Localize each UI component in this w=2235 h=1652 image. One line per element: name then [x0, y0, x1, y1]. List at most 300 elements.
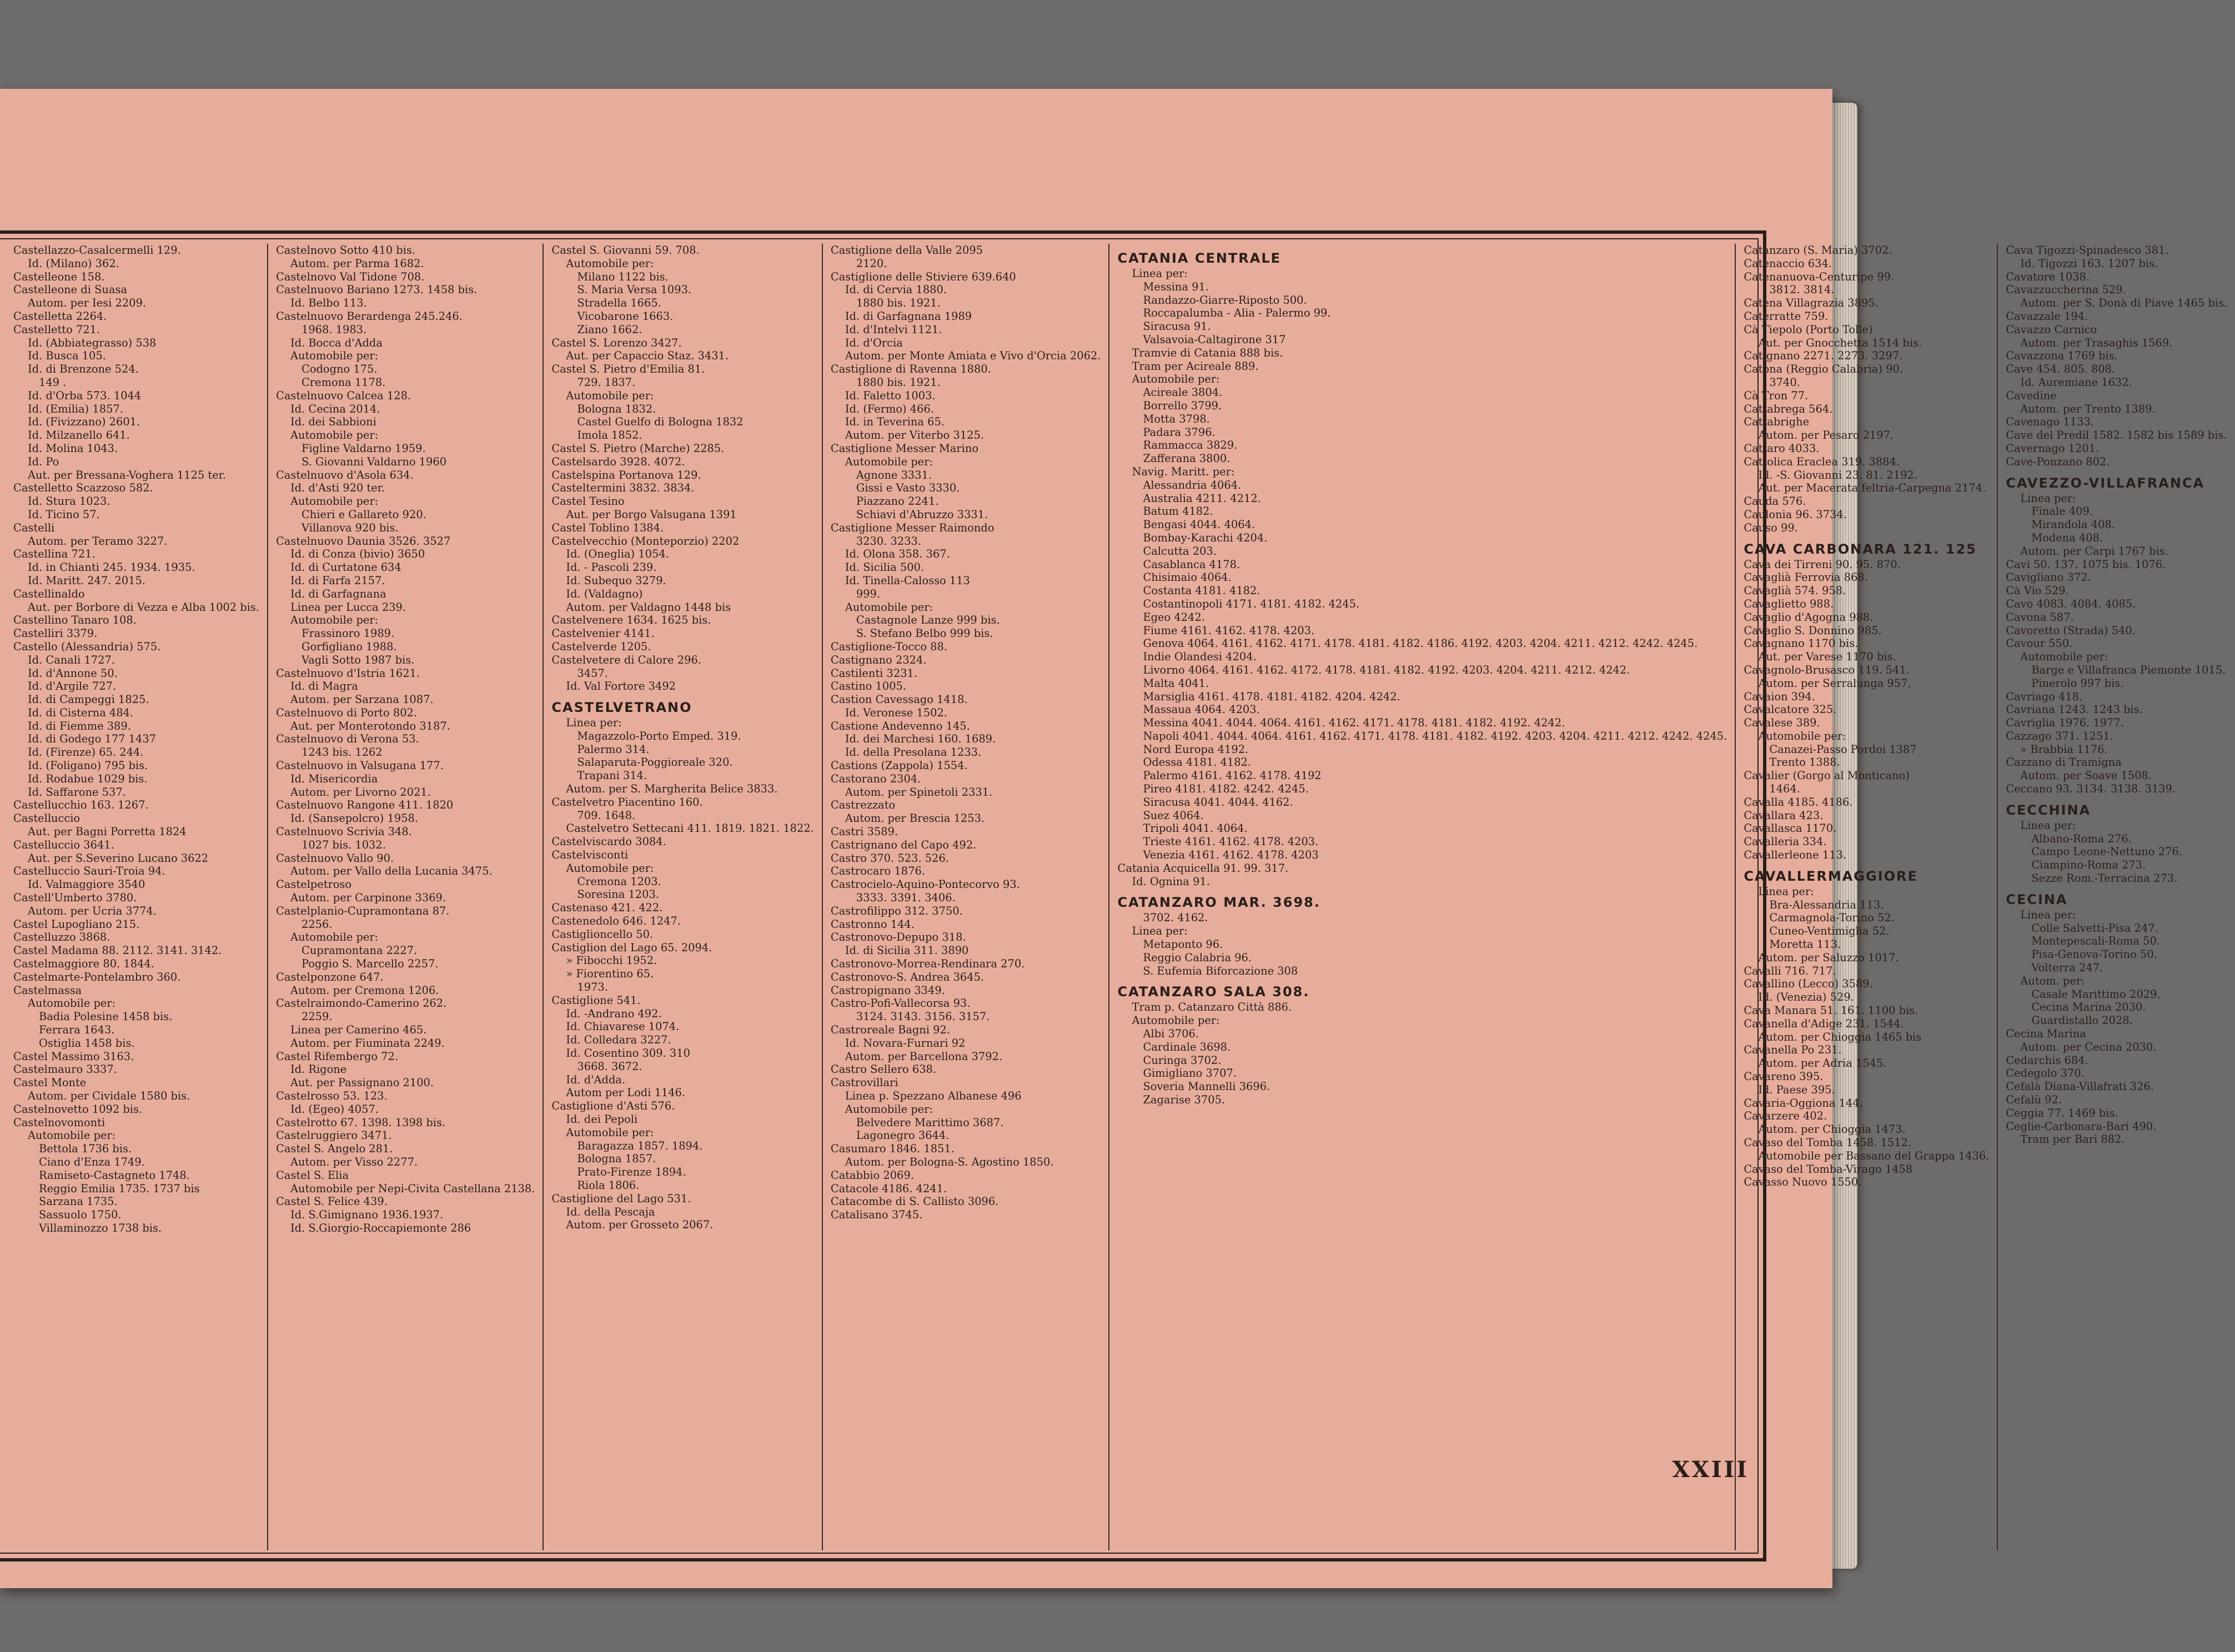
index-entry: Castiglione del Lago 531.: [551, 1192, 691, 1205]
index-entry: Nord Europa 4192.: [1143, 742, 1249, 756]
index-entry: Vagli Sotto 1987 bis.: [301, 653, 415, 666]
index-entry: Caulonia 96. 3734.: [1744, 508, 1847, 521]
index-entry: Cavaion 394.: [1744, 690, 1815, 703]
index-entry: Id. di Garfagnana 1989: [845, 309, 972, 323]
index-entry: 149 .: [39, 375, 67, 389]
index-entry: Castagnole Lanze 999 bis.: [856, 614, 1000, 627]
index-entry: Castrezzato: [830, 799, 896, 812]
index-entry: Barge e Villafranca Piemonte 1015.: [2031, 663, 2226, 676]
index-entry: Gorfigliano 1988.: [301, 640, 397, 653]
index-entry: Castelponzone 647.: [275, 970, 384, 983]
index-entry: Castellinaldo: [13, 587, 85, 600]
index-entry: 2256.: [301, 917, 333, 931]
index-entry: 1880 bis. 1921.: [856, 375, 941, 389]
index-entry: Id. (Venezia) 529.: [1758, 991, 1854, 1004]
index-entry: Cavaglià 574. 958.: [1744, 584, 1846, 597]
index-entry: Villanova 920 bis.: [301, 521, 399, 534]
index-entry: Codogno 175.: [301, 363, 378, 376]
index-entry: Id. Cosentino 309. 310: [566, 1047, 690, 1060]
index-entry: Autom. per Adria 1545.: [1758, 1057, 1887, 1070]
index-entry: Linea per:: [2020, 819, 2076, 832]
index-entry: Cavriago 418.: [2006, 690, 2083, 703]
index-entry: Id. - Pascoli 239.: [566, 561, 657, 574]
index-entry: Castiglione di Ravenna 1880.: [830, 363, 991, 376]
index-entry: Id. di Fiemme 389.: [28, 719, 131, 732]
index-entry: Castelnovomonti: [13, 1116, 106, 1129]
index-entry: Cavallerleone 113.: [1744, 848, 1847, 862]
index-entry: Cà Tiepolo (Porto Tolle): [1744, 323, 1873, 336]
index-entry: Catania Acquicella 91. 99. 317.: [1117, 861, 1289, 875]
index-entry: Calcutta 203.: [1143, 544, 1217, 558]
index-entry: Id. Olona 358. 367.: [845, 548, 950, 561]
index-entry: Automobile per:: [1132, 1014, 1220, 1027]
index-entry: Poggio S. Marcello 2257.: [301, 957, 439, 971]
index-entry: Tram per Acireale 889.: [1132, 359, 1259, 373]
index-entry: Autom. per Pesaro 2197.: [1758, 429, 1894, 442]
index-entry: Id. in Teverina 65.: [845, 415, 945, 429]
index-entry: Cavaso del Tomba-Virago 1458: [1744, 1162, 1913, 1176]
index-entry: Id. Misericordia: [290, 772, 378, 785]
index-entry: Id. d'Intelvi 1121.: [845, 323, 942, 336]
index-entry: Linea per:: [1132, 267, 1188, 280]
index-entry: Autom. per Brescia 1253.: [845, 812, 985, 825]
index-entry: Gimigliano 3707.: [1143, 1067, 1237, 1080]
index-entry: 1027 bis. 1032.: [301, 838, 386, 851]
index-entry: Autom. per Carpi 1767 bis.: [2020, 544, 2169, 558]
index-entry: Casteltermini 3832. 3834.: [551, 481, 695, 495]
index-entry: Agnone 3331.: [856, 468, 932, 481]
index-entry: Castel S. Pietro d'Emilia 81.: [551, 363, 705, 376]
index-entry: Id. Tinella-Calosso 113: [845, 574, 970, 587]
index-entry: Moretta 113.: [1769, 938, 1841, 951]
index-entry: Cavazzale 194.: [2006, 309, 2088, 323]
index-entry: Ziano 1662.: [577, 323, 642, 336]
index-entry: Id. Chiavarese 1074.: [566, 1020, 680, 1033]
index-entry: Linea p. Spezzano Albanese 496: [845, 1089, 1022, 1102]
index-entry: Piazzano 2241.: [856, 495, 939, 508]
index-entry: Automobile per:: [566, 389, 654, 402]
index-entry: Cavernago 1201.: [2006, 441, 2100, 455]
index-entry: Ceglie-Carbonara-Bari 490.: [2006, 1119, 2157, 1133]
index-entry: Castropignano 3349.: [830, 983, 945, 997]
index-entry: Cavanella Po 231.: [1744, 1043, 1842, 1057]
index-entry: Castelli: [13, 521, 55, 534]
index-entry: Pinerolo 997 bis.: [2031, 676, 2124, 690]
index-entry: Autom. per Saluzzo 1017.: [1758, 951, 1899, 964]
index-entry: Automobile per:: [290, 614, 379, 627]
index-entry: Automobile per:: [290, 349, 379, 363]
section-heading: CATANZARO MAR. 3698.: [1117, 895, 1320, 911]
index-entry: Autom. per Teramo 3227.: [28, 534, 168, 548]
index-entry: Mirandola 408.: [2031, 518, 2115, 531]
index-entry: Id. Maritt. 247. 2015.: [28, 574, 146, 587]
index-entry: Id. S.Gimignano 1936.1937.: [290, 1208, 444, 1222]
index-entry: Castellino Tanaro 108.: [13, 614, 137, 627]
index-entry: 1880 bis. 1921.: [856, 297, 941, 310]
index-entry: Automobile per:: [28, 1129, 116, 1142]
index-entry: Id. d'Argile 727.: [28, 680, 117, 693]
index-entry: Schiavi d'Abruzzo 3331.: [856, 508, 988, 521]
index-entry: Gissi e Vasto 3330.: [856, 481, 960, 495]
index-entry: Castroreale Bagni 92.: [830, 1023, 951, 1037]
index-entry: Castelnovo Sotto 410 bis.: [275, 244, 416, 257]
index-entry: Castelnuovo Rangone 411. 1820: [275, 799, 454, 812]
index-entry: Automobile per:: [1758, 729, 1846, 742]
index-entry: Id. dei Pepoli: [566, 1113, 638, 1126]
index-entry: Castilenti 3231.: [830, 666, 918, 680]
index-entry: Cavi 50. 137. 1075 bis. 1076.: [2006, 558, 2166, 571]
index-entry: Castiglione delle Stiviere 639.640: [830, 270, 1016, 283]
section-heading: CECCHINA: [2006, 802, 2091, 818]
index-column-1: [6, 244, 268, 1550]
index-entry: Cattabrega 564.: [1744, 402, 1833, 415]
index-entry: Cedegolo 370.: [2006, 1067, 2085, 1080]
index-entry: S. Giovanni Valdarno 1960: [301, 455, 447, 468]
index-entry: Castelvetro Piacentino 160.: [551, 795, 703, 809]
index-entry: Id. Cecina 2014.: [290, 402, 380, 415]
index-entry: Id. Veronese 1502.: [845, 706, 947, 719]
index-column-2: [268, 244, 544, 1550]
index-entry: Autom. per Visso 2277.: [290, 1155, 418, 1168]
index-entry: Id. Tigozzi 163. 1207 bis.: [2020, 257, 2158, 270]
index-entry: Indie Olandesi 4204.: [1143, 650, 1257, 664]
index-entry: Aut. per Borbore di Vezza e Alba 1002 bis.: [28, 600, 259, 614]
index-entry: Castel Lupogliano 215.: [13, 917, 140, 931]
index-entry: Id. Colledara 3227.: [566, 1033, 671, 1047]
index-entry: Cavazzuccherina 529.: [2006, 283, 2126, 297]
index-entry: 3740.: [1769, 375, 1800, 389]
index-entry: Cavalleria 334.: [1744, 835, 1827, 848]
index-entry: Castrofilippo 312. 3750.: [830, 904, 963, 917]
index-entry: Cavo 4083. 4084. 4085.: [2006, 597, 2136, 610]
index-entry: Castelluccio: [13, 812, 81, 825]
index-entry: Catabbio 2069.: [830, 1168, 914, 1182]
index-entry: Ramiseto-Castagneto 1748.: [39, 1168, 190, 1182]
index-entry: Autom. per S. Donà di Piave 1465 bis.: [2020, 297, 2228, 310]
index-entry: Id. Milzanello 641.: [28, 429, 130, 442]
index-entry: Castiglione d'Asti 576.: [551, 1099, 675, 1113]
index-entry: Castrovillari: [830, 1076, 898, 1089]
index-entry: Zafferana 3800.: [1143, 452, 1230, 465]
index-entry: Cava dei Tirreni 90. 95. 870.: [1744, 558, 1901, 571]
index-entry: Siracusa 91.: [1143, 320, 1211, 333]
index-entry: Id. di Cervia 1880.: [845, 283, 947, 297]
index-entry: Tramvie di Catania 888 bis.: [1132, 346, 1283, 359]
index-entry: Automobile per:: [566, 257, 654, 270]
index-entry: Malta 4041.: [1143, 676, 1209, 690]
index-entry: » Fibocchi 1952.: [566, 954, 657, 967]
index-entry: Castronovo-Morrea-Rendinara 270.: [830, 957, 1025, 971]
index-entry: Volterra 247.: [2031, 961, 2103, 975]
index-entry: Cava Tigozzi-Spinadesco 381.: [2006, 244, 2169, 257]
index-entry: Cavalli 716. 717.: [1744, 964, 1836, 977]
index-entry: Aut. per Borgo Valsugana 1391: [566, 508, 737, 521]
index-entry: Castelnuovo d'Istria 1621.: [275, 666, 420, 680]
index-entry: Castelleone 158.: [13, 270, 105, 283]
index-entry: Linea per:: [2020, 491, 2076, 505]
index-entry: Cavalese 389.: [1744, 716, 1820, 730]
index-entry: Chisimaio 4064.: [1143, 571, 1232, 584]
index-entry: Napoli 4041. 4044. 4064. 4161. 4162. 4171. 4178. 4181. 4182. 4192. 4203. 4204. 4211. 4212. 4242. 4245.: [1143, 729, 1727, 742]
index-entry: Cavareno 395.: [1744, 1070, 1824, 1083]
index-entry: Villaminozzo 1738 bis.: [39, 1221, 162, 1234]
index-entry: Id. di Farfa 2157.: [290, 574, 385, 587]
index-entry: Castelrosso 53. 123.: [275, 1089, 388, 1102]
index-entry: Linea per:: [1132, 925, 1188, 938]
index-entry: Rammacca 3829.: [1143, 439, 1238, 452]
index-entry: Castri 3589.: [830, 825, 898, 838]
index-entry: Colle Salvetti-Pisa 247.: [2031, 921, 2158, 935]
index-entry: Causo 99.: [1744, 521, 1798, 534]
index-entry: Frassinoro 1989.: [301, 627, 395, 640]
index-entry: Autom. per Cividale 1580 bis.: [28, 1089, 190, 1102]
index-entry: Cavalla 4185. 4186.: [1744, 795, 1853, 809]
index-entry: Castelraimondo-Camerino 262.: [275, 997, 447, 1010]
index-entry: Soveria Mannelli 3696.: [1143, 1080, 1270, 1093]
index-entry: Automobile per:: [566, 1126, 654, 1139]
index-entry: Castelnuovo Scrivia 348.: [275, 825, 412, 838]
index-entry: Cavaglietto 988.: [1744, 597, 1834, 610]
index-entry: Id. Belbo 113.: [290, 297, 367, 310]
index-entry: Fiume 4161. 4162. 4178. 4203.: [1143, 624, 1315, 637]
index-entry: Linea per Camerino 465.: [290, 1023, 427, 1037]
index-entry: Sarzana 1735.: [39, 1195, 118, 1208]
index-entry: 1464.: [1769, 782, 1800, 796]
index-entry: Cattabrighe: [1744, 415, 1810, 429]
index-entry: Castino 1005.: [830, 680, 907, 693]
index-entry: Cavaglià Ferrovia 868.: [1744, 571, 1868, 584]
index-column-5: [1109, 244, 1736, 1550]
index-entry: Reggio Calabria 96.: [1143, 951, 1252, 964]
index-entry: Borrello 3799.: [1143, 399, 1222, 412]
index-entry: Castrocielo-Aquino-Pontecorvo 93.: [830, 878, 1020, 891]
index-entry: Cà Tron 77.: [1744, 389, 1809, 402]
index-entry: Id. (Fivizzano) 2601.: [28, 415, 140, 429]
index-entry: Acireale 3804.: [1143, 386, 1223, 399]
index-entry: Castelnuovo di Verona 53.: [275, 732, 419, 746]
index-entry: Roccapalumba - Alia - Palermo 99.: [1143, 307, 1331, 320]
index-entry: Stradella 1665.: [577, 297, 661, 310]
index-entry: Cauda 576.: [1744, 495, 1806, 508]
index-entry: Riola 1806.: [577, 1178, 640, 1192]
index-entry: Castelmassa: [13, 983, 82, 997]
index-entry: Autom. per Soave 1508.: [2020, 769, 2152, 782]
index-entry: 2259.: [301, 1010, 333, 1023]
index-entry: Lagonegro 3644.: [856, 1129, 950, 1142]
index-entry: Id. (Valdagno): [566, 587, 643, 600]
index-entry: Metaponto 96.: [1143, 938, 1223, 951]
index-entry: Castelplanio-Cupramontana 87.: [275, 904, 450, 917]
index-entry: Marsiglia 4161. 4178. 4181. 4182. 4204. 4242.: [1143, 690, 1400, 703]
index-entry: Autom. per Spinetoli 2331.: [845, 785, 993, 799]
index-entry: Castel Guelfo di Bologna 1832: [577, 415, 744, 429]
index-entry: 3124. 3143. 3156. 3157.: [856, 1010, 990, 1023]
index-entry: Autom. per Monte Amiata e Vivo d'Orcia 2062.: [845, 349, 1101, 363]
index-entry: Aut. per Macerata feltria-Carpegna 2174.: [1758, 481, 1986, 495]
index-entry: Tram p. Catanzaro Città 886.: [1132, 1001, 1292, 1014]
index-entry: Campo Leone-Nettuno 276.: [2031, 845, 2182, 858]
index-entry: Cupramontana 2227.: [301, 944, 418, 957]
index-entry: Linea per:: [566, 716, 622, 730]
index-entry: Sassuolo 1750.: [39, 1208, 122, 1222]
index-entry: Magazzolo-Porto Emped. 319.: [577, 729, 741, 742]
index-entry: Cremona 1203.: [577, 875, 661, 888]
index-entry: Castion Cavessago 1418.: [830, 693, 968, 706]
index-entry: Genova 4064. 4161. 4162. 4171. 4178. 4181. 4182. 4186. 4192. 4203. 4204. 4211. 4212. 4242. 4245.: [1143, 637, 1698, 650]
index-column-6: [1736, 244, 1998, 1550]
book-page: [0, 89, 2228, 1588]
index-entry: Tram per Bari 882.: [2020, 1133, 2125, 1146]
index-entry: Autom. per:: [2020, 974, 2085, 987]
index-entry: Montepescali-Roma 50.: [2031, 935, 2161, 948]
index-entry: 3457.: [577, 666, 608, 680]
section-heading: CATANZARO SALA 308.: [1117, 984, 1310, 1000]
index-entry: Cedarchis 684.: [2006, 1053, 2088, 1067]
page-number: XXIII: [1672, 1457, 1749, 1483]
index-entry: Cavagnolo-Brusasco 119. 541.: [1744, 663, 1910, 676]
index-entry: Cavigliano 372.: [2006, 571, 2091, 584]
index-entry: Id. di Magra: [290, 680, 358, 693]
index-entry: Cavaglio S. Donnino 985.: [1744, 624, 1882, 637]
index-entry: Castelliri 3379.: [13, 627, 98, 640]
index-entry: Pireo 4181. 4182. 4242. 4245.: [1143, 782, 1309, 796]
index-entry: Id. dei Sabbioni: [290, 415, 376, 429]
index-entry: 1973.: [577, 981, 608, 994]
index-entry: Castione Andevenno 145.: [830, 719, 970, 732]
index-entry: Albi 3706.: [1143, 1027, 1199, 1041]
index-entry: Aut. per Varese 1170 bis.: [1758, 650, 1896, 664]
index-entry: Id. S.Giorgio-Roccapiemonte 286: [290, 1221, 471, 1234]
index-entry: Castel Massimo 3163.: [13, 1050, 134, 1063]
index-entry: Cecina Marina 2030.: [2031, 1001, 2146, 1014]
index-entry: Id. in Chianti 245. 1934. 1935.: [28, 561, 195, 574]
index-entry: Castelletto Scazzoso 582.: [13, 481, 153, 495]
index-entry: Autom. per Viterbo 3125.: [845, 429, 985, 442]
index-entry: Australia 4211. 4212.: [1143, 491, 1261, 505]
index-entry: Castelmauro 3337.: [13, 1063, 117, 1076]
index-entry: Castel Rifembergo 72.: [275, 1050, 399, 1063]
index-entry: Cavaria-Oggiona 144.: [1744, 1096, 1863, 1109]
index-entry: Id. Faletto 1003.: [845, 389, 936, 402]
index-entry: Trieste 4161. 4162. 4178. 4203.: [1143, 835, 1319, 848]
index-entry: Catena Villagrazia 3895.: [1744, 297, 1879, 310]
index-entry: Belvedere Marittimo 3687.: [856, 1116, 1004, 1129]
index-entry: Id. Subequo 3279.: [566, 574, 666, 587]
index-entry: Motta 3798.: [1143, 412, 1210, 425]
index-entry: Autom. per Carpinone 3369.: [290, 891, 446, 905]
index-entry: Salaparuta-Poggioreale 320.: [577, 756, 733, 769]
index-entry: Castelvisconti: [551, 848, 629, 862]
index-entry: Id. -S. Giovanni 23. 81. 2192.: [1758, 468, 1917, 481]
index-entry: Cefalà Diana-Villafrati 326.: [2006, 1080, 2154, 1093]
index-entry: Id. di Conza (bivio) 3650: [290, 548, 425, 561]
index-entry: Castenaso 421. 422.: [551, 901, 663, 915]
index-entry: Castelnuovo Vallo 90.: [275, 851, 394, 865]
index-entry: Castelnuovo Daunia 3526. 3527: [275, 534, 451, 548]
index-entry: Cavatore 1038.: [2006, 270, 2090, 283]
index-entry: Id. Saffarone 537.: [28, 785, 126, 799]
index-entry: Cavedine: [2006, 389, 2057, 402]
index-entry: Id. Canali 1727.: [28, 653, 115, 666]
index-entry: Id. Sicilia 500.: [845, 561, 925, 574]
index-entry: Autom. per Cremona 1206.: [290, 983, 439, 997]
index-entry: Carmagnola-Torino 52.: [1769, 911, 1895, 925]
index-entry: Aut. per Passignano 2100.: [290, 1076, 434, 1089]
index-entry: Cavasso Nuovo 1550.: [1744, 1176, 1862, 1189]
index-entry: Id. della Presolana 1233.: [845, 746, 982, 759]
index-entry: Trento 1388.: [1769, 756, 1840, 769]
index-entry: Castel S. Giovanni 59. 708.: [551, 244, 700, 257]
index-entry: Castelvenier 4141.: [551, 627, 655, 640]
index-entry: Castelrotto 67. 1398. 1398 bis.: [275, 1116, 446, 1129]
index-entry: 1968. 1983.: [301, 323, 367, 336]
index-entry: Casale Marittimo 2029.: [2031, 987, 2161, 1001]
section-heading: CECINA: [2006, 891, 2068, 907]
index-entry: Autom. per Grosseto 2067.: [566, 1218, 714, 1232]
index-entry: Batum 4182.: [1143, 505, 1213, 518]
index-entry: Castelverde 1205.: [551, 640, 651, 653]
index-entry: Castel Monte: [13, 1076, 87, 1089]
index-entry: 709. 1648.: [577, 809, 636, 822]
index-entry: Linea per:: [1758, 885, 1814, 898]
index-entry: Finale 409.: [2031, 505, 2093, 518]
index-entry: Aut. per Capaccio Staz. 3431.: [566, 349, 729, 363]
index-entry: Id. Ognina 91.: [1132, 875, 1210, 888]
index-entry: Autom. per Bologna-S. Agostino 1850.: [845, 1155, 1054, 1168]
index-entry: Castellazzo-Casalcermelli 129.: [13, 244, 181, 257]
index-entry: Cavarzere 402.: [1744, 1109, 1827, 1123]
index-entry: Id. di Garfagnana: [290, 587, 386, 600]
index-entry: Cattolica Eraclea 319. 3884.: [1744, 455, 1900, 468]
index-entry: Id. (Abbiategrasso) 538: [28, 336, 157, 349]
index-entry: Id. Busca 105.: [28, 349, 106, 363]
index-entry: Castiglione della Valle 2095: [830, 244, 983, 257]
index-entry: Cavalcatore 325.: [1744, 703, 1837, 716]
index-entry: Autom. per Vallo della Lucania 3475.: [290, 865, 493, 878]
index-entry: Cà Vio 529.: [2006, 584, 2069, 597]
index-entry: Alessandria 4064.: [1143, 478, 1242, 491]
index-entry: Id. dei Marchesi 160. 1689.: [845, 732, 996, 746]
index-entry: Castel Madama 88. 2112. 3141. 3142.: [13, 944, 222, 957]
index-entry: Cardinale 3698.: [1143, 1040, 1231, 1053]
index-entry: Castelruggiero 3471.: [275, 1129, 392, 1142]
index-entry: Id. -Andrano 492.: [566, 1007, 662, 1020]
index-entry: Linea per Lucca 239.: [290, 600, 406, 614]
index-entry: Reggio Emilia 1735. 1737 bis: [39, 1182, 200, 1195]
index-entry: Livorno 4064. 4161. 4162. 4172. 4178. 4181. 4182. 4192. 4203. 4204. 4211. 4212. 4242.: [1143, 663, 1630, 676]
index-entry: Castiglione 541.: [551, 993, 641, 1007]
index-entry: Castelluzzo 3868.: [13, 931, 111, 944]
index-entry: Catanzaro (S. Maria) 3702.: [1744, 244, 1892, 257]
index-entry: Automobile per:: [290, 429, 379, 442]
section-heading: CAVA CARBONARA 121. 125: [1744, 541, 1977, 557]
index-entry: Id. di Godego 177 1437: [28, 732, 157, 746]
index-entry: Castions (Zappola) 1554.: [830, 759, 968, 772]
index-entry: Bra-Alessandria 113.: [1769, 898, 1884, 911]
index-entry: Castellina 721.: [13, 548, 96, 561]
index-entry: Id. Po: [28, 455, 59, 468]
index-entry: » Brabbia 1176.: [2020, 742, 2108, 756]
index-entry: Sezze Rom.-Terracina 273.: [2031, 872, 2178, 885]
index-entry: Id. d'Annone 50.: [28, 666, 118, 680]
index-entry: Cavaglio d'Agogna 988.: [1744, 610, 1874, 624]
index-entry: Canazei-Passo Pordoi 1387: [1769, 742, 1917, 756]
index-entry: Castelnuovo Calcea 128.: [275, 389, 411, 402]
index-entry: Automobile per Bassano del Grappa 1436.: [1758, 1149, 1990, 1162]
index-entry: Cremona 1178.: [301, 375, 386, 389]
index-entry: S. Eufemia Biforcazione 308: [1143, 964, 1298, 977]
index-entry: Valsavoia-Caltagirone 317: [1143, 333, 1286, 346]
